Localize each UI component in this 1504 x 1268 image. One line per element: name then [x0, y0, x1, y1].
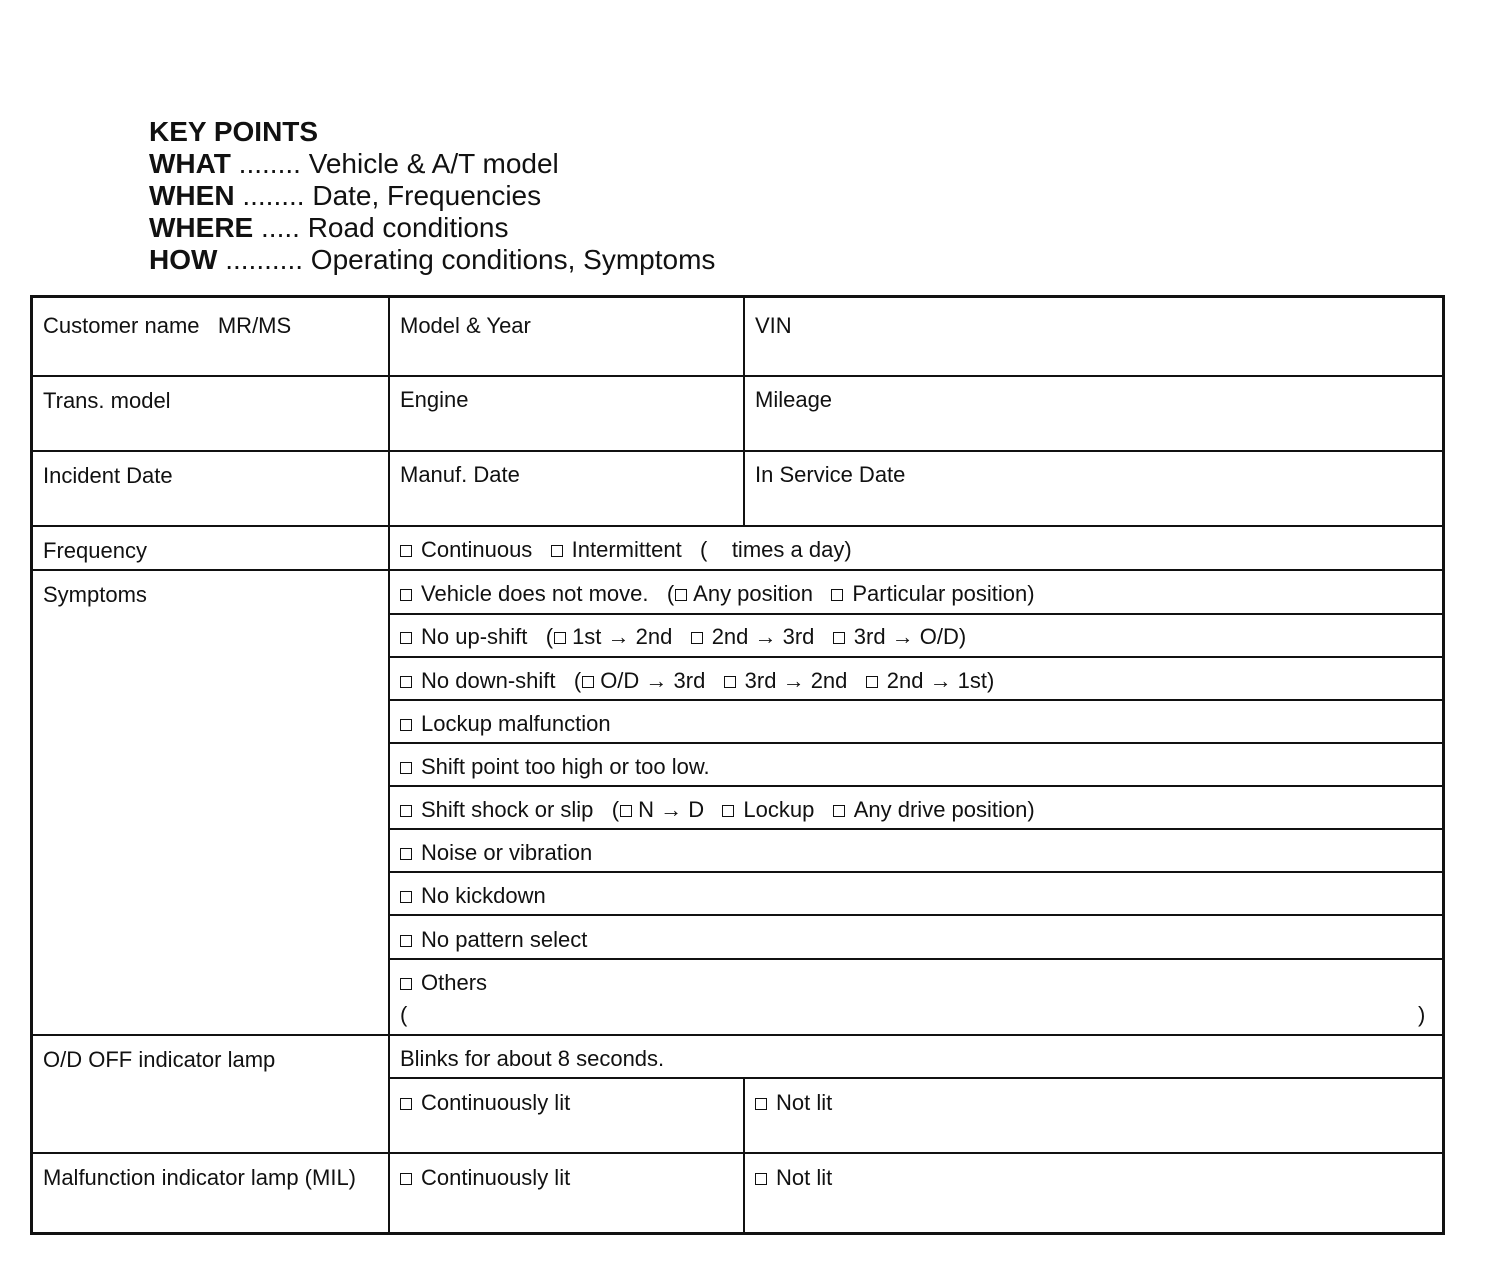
- checkbox-icon[interactable]: [554, 632, 566, 644]
- checkbox-icon[interactable]: [400, 1173, 412, 1185]
- symptom-divider: [390, 958, 1442, 960]
- mileage-cell[interactable]: [745, 387, 832, 413]
- row-divider: [33, 1034, 1442, 1036]
- key-point-value: Vehicle & A/T model: [308, 148, 559, 179]
- od-off-label: O/D OFF indicator lamp: [43, 1047, 276, 1072]
- key-point-dots: ..........: [217, 244, 311, 275]
- symptom-text: No up-shift: [421, 624, 528, 649]
- checkbox-icon[interactable]: [400, 935, 412, 947]
- symptom-option: 3rd → 2nd: [744, 668, 848, 693]
- symptom-row: Shift shock or slip ( N → D Lockup Any drive position): [390, 797, 1035, 823]
- key-points: [149, 116, 715, 276]
- symptom-text: Noise or vibration: [421, 840, 593, 865]
- others-close-paren: ): [1418, 1002, 1426, 1027]
- frequency-label-cell: [33, 538, 147, 564]
- checkbox-icon[interactable]: [551, 545, 563, 557]
- checkbox-icon[interactable]: [400, 891, 412, 903]
- checkbox-icon[interactable]: [831, 589, 843, 601]
- checkbox-icon[interactable]: [722, 805, 734, 817]
- engine-cell[interactable]: [390, 387, 469, 413]
- symptom-divider: [390, 914, 1442, 916]
- symptom-divider: [390, 871, 1442, 873]
- mil-not-lit: Not lit: [776, 1165, 833, 1190]
- diagnostic-worksheet: [30, 295, 1445, 1235]
- trans-model-label: Trans. model: [43, 388, 171, 413]
- symptoms-label-cell: [33, 582, 147, 608]
- key-point-dots: ........: [230, 148, 309, 179]
- key-point-where: [149, 212, 715, 244]
- checkbox-icon[interactable]: [400, 762, 412, 774]
- od-blinks-row: [390, 1046, 664, 1072]
- od-not-lit-row: [745, 1090, 832, 1116]
- model-year-label: Model & Year: [400, 313, 531, 338]
- symptom-row: [390, 711, 611, 737]
- symptom-row: [390, 927, 587, 953]
- symptom-divider: [390, 828, 1442, 830]
- symptom-text: Others: [421, 970, 488, 995]
- checkbox-icon[interactable]: [400, 805, 412, 817]
- checkbox-icon[interactable]: [755, 1173, 767, 1185]
- trans-model-cell[interactable]: [33, 388, 171, 414]
- key-point-key: HOW: [149, 244, 218, 275]
- symptom-row: [390, 754, 710, 780]
- symptom-text: Lockup malfunction: [421, 711, 611, 736]
- manuf-date-cell[interactable]: [390, 462, 520, 488]
- checkbox-icon[interactable]: [724, 676, 736, 688]
- symptom-option: 2nd → 3rd: [711, 624, 815, 649]
- row-divider: [33, 569, 1442, 571]
- symptom-row: [390, 840, 592, 866]
- in-service-date-cell[interactable]: [745, 462, 905, 488]
- symptom-row: No down-shift ( O/D → 3rd 3rd → 2nd 2nd → 1st): [390, 668, 994, 694]
- symptom-text: Vehicle does not move.: [421, 581, 649, 606]
- symptom-divider: [390, 699, 1442, 701]
- vin-label: VIN: [755, 313, 792, 338]
- symptom-text: No down-shift: [421, 668, 556, 693]
- mil-label: Malfunction indicator lamp (MIL): [43, 1165, 357, 1190]
- symptom-divider: [390, 742, 1442, 744]
- key-point-key: WHERE: [149, 212, 254, 243]
- symptom-option: 3rd → O/D): [853, 624, 967, 649]
- incident-date-label: Incident Date: [43, 463, 173, 488]
- od-not-lit: Not lit: [776, 1090, 833, 1115]
- od-off-label-cell: [33, 1047, 275, 1073]
- mr-ms-label: MR/MS: [217, 313, 292, 338]
- others-input[interactable]: [413, 998, 1403, 1028]
- checkbox-icon[interactable]: [400, 848, 412, 860]
- key-point-when: [149, 180, 715, 212]
- incident-date-cell[interactable]: [33, 463, 173, 489]
- symptom-option: 2nd → 1st): [886, 668, 995, 693]
- key-point-dots: .....: [253, 212, 308, 243]
- symptom-text: Shift shock or slip: [421, 797, 594, 822]
- customer-name-label: Customer name: [43, 313, 200, 338]
- model-year-cell[interactable]: [390, 313, 531, 339]
- checkbox-icon[interactable]: [675, 589, 687, 601]
- symptom-option: Any drive position): [853, 797, 1035, 822]
- customer-name-cell[interactable]: [33, 313, 291, 339]
- others-open-paren: (: [400, 1002, 408, 1027]
- row-divider: [33, 375, 1442, 377]
- symptom-row: Vehicle does not move. ( Any position Particular position): [390, 581, 1035, 607]
- key-point-value: Road conditions: [307, 212, 509, 243]
- od-continuously-lit-row: [390, 1090, 570, 1116]
- symptom-option: N → D: [638, 797, 705, 822]
- frequency-label: Frequency: [43, 538, 147, 563]
- row-divider: [33, 525, 1442, 527]
- checkbox-icon[interactable]: [400, 632, 412, 644]
- checkbox-icon[interactable]: [400, 1098, 412, 1110]
- checkbox-icon[interactable]: [400, 589, 412, 601]
- mileage-label: Mileage: [755, 387, 833, 412]
- symptom-text: No kickdown: [421, 883, 546, 908]
- symptom-row: No up-shift ( 1st → 2nd 2nd → 3rd 3rd → O/D): [390, 624, 966, 650]
- row-divider: [33, 1152, 1442, 1154]
- symptom-divider: [390, 785, 1442, 787]
- checkbox-icon[interactable]: [400, 545, 412, 557]
- key-point-what: [149, 148, 715, 180]
- key-point-key: WHAT: [149, 148, 231, 179]
- mil-label-cell: [33, 1165, 356, 1191]
- symptom-option: Lockup: [743, 797, 815, 822]
- checkbox-icon[interactable]: [400, 719, 412, 731]
- engine-label: Engine: [400, 387, 469, 412]
- key-points-title: KEY POINTS: [149, 116, 319, 147]
- checkbox-icon[interactable]: [833, 632, 845, 644]
- mil-continuously-lit: Continuously lit: [421, 1165, 571, 1190]
- times-a-day: ( times a day): [700, 537, 852, 562]
- symptom-row: [390, 883, 546, 909]
- checkbox-icon[interactable]: [691, 632, 703, 644]
- symptoms-label: Symptoms: [43, 582, 147, 607]
- key-point-value: Operating conditions, Symptoms: [310, 244, 716, 275]
- symptom-text: No pattern select: [421, 927, 588, 952]
- row-divider: [33, 450, 1442, 452]
- checkbox-icon[interactable]: [866, 676, 878, 688]
- od-continuously-lit: Continuously lit: [421, 1090, 571, 1115]
- symptom-option: Particular position): [852, 581, 1035, 606]
- od-blinks-text: Blinks for about 8 seconds.: [400, 1046, 665, 1071]
- symptom-divider: [390, 1077, 1442, 1079]
- symptom-option: Any position: [693, 581, 814, 606]
- mil-continuously-lit-row: [390, 1165, 570, 1191]
- manuf-date-label: Manuf. Date: [400, 462, 520, 487]
- symptom-row: [390, 970, 487, 996]
- frequency-options: [390, 537, 852, 563]
- checkbox-icon[interactable]: [755, 1098, 767, 1110]
- symptom-divider: [390, 613, 1442, 615]
- key-point-key: WHEN: [149, 180, 235, 211]
- checkbox-icon[interactable]: [582, 676, 594, 688]
- checkbox-icon[interactable]: [620, 805, 632, 817]
- symptom-option: 1st → 2nd: [572, 624, 673, 649]
- symptom-option: O/D → 3rd: [600, 668, 706, 693]
- continuous-option: Continuous: [421, 537, 533, 562]
- in-service-date-label: In Service Date: [755, 462, 906, 487]
- symptom-divider: [390, 656, 1442, 658]
- key-point-value: Date, Frequencies: [312, 180, 542, 211]
- intermittent-option: Intermittent: [571, 537, 682, 562]
- key-point-how: [149, 244, 715, 276]
- symptom-text: Shift point too high or too low.: [421, 754, 710, 779]
- mil-not-lit-row: [745, 1165, 832, 1191]
- key-point-dots: ........: [234, 180, 313, 211]
- checkbox-icon[interactable]: [400, 978, 412, 990]
- vin-cell[interactable]: [745, 313, 792, 339]
- checkbox-icon[interactable]: [833, 805, 845, 817]
- checkbox-icon[interactable]: [400, 676, 412, 688]
